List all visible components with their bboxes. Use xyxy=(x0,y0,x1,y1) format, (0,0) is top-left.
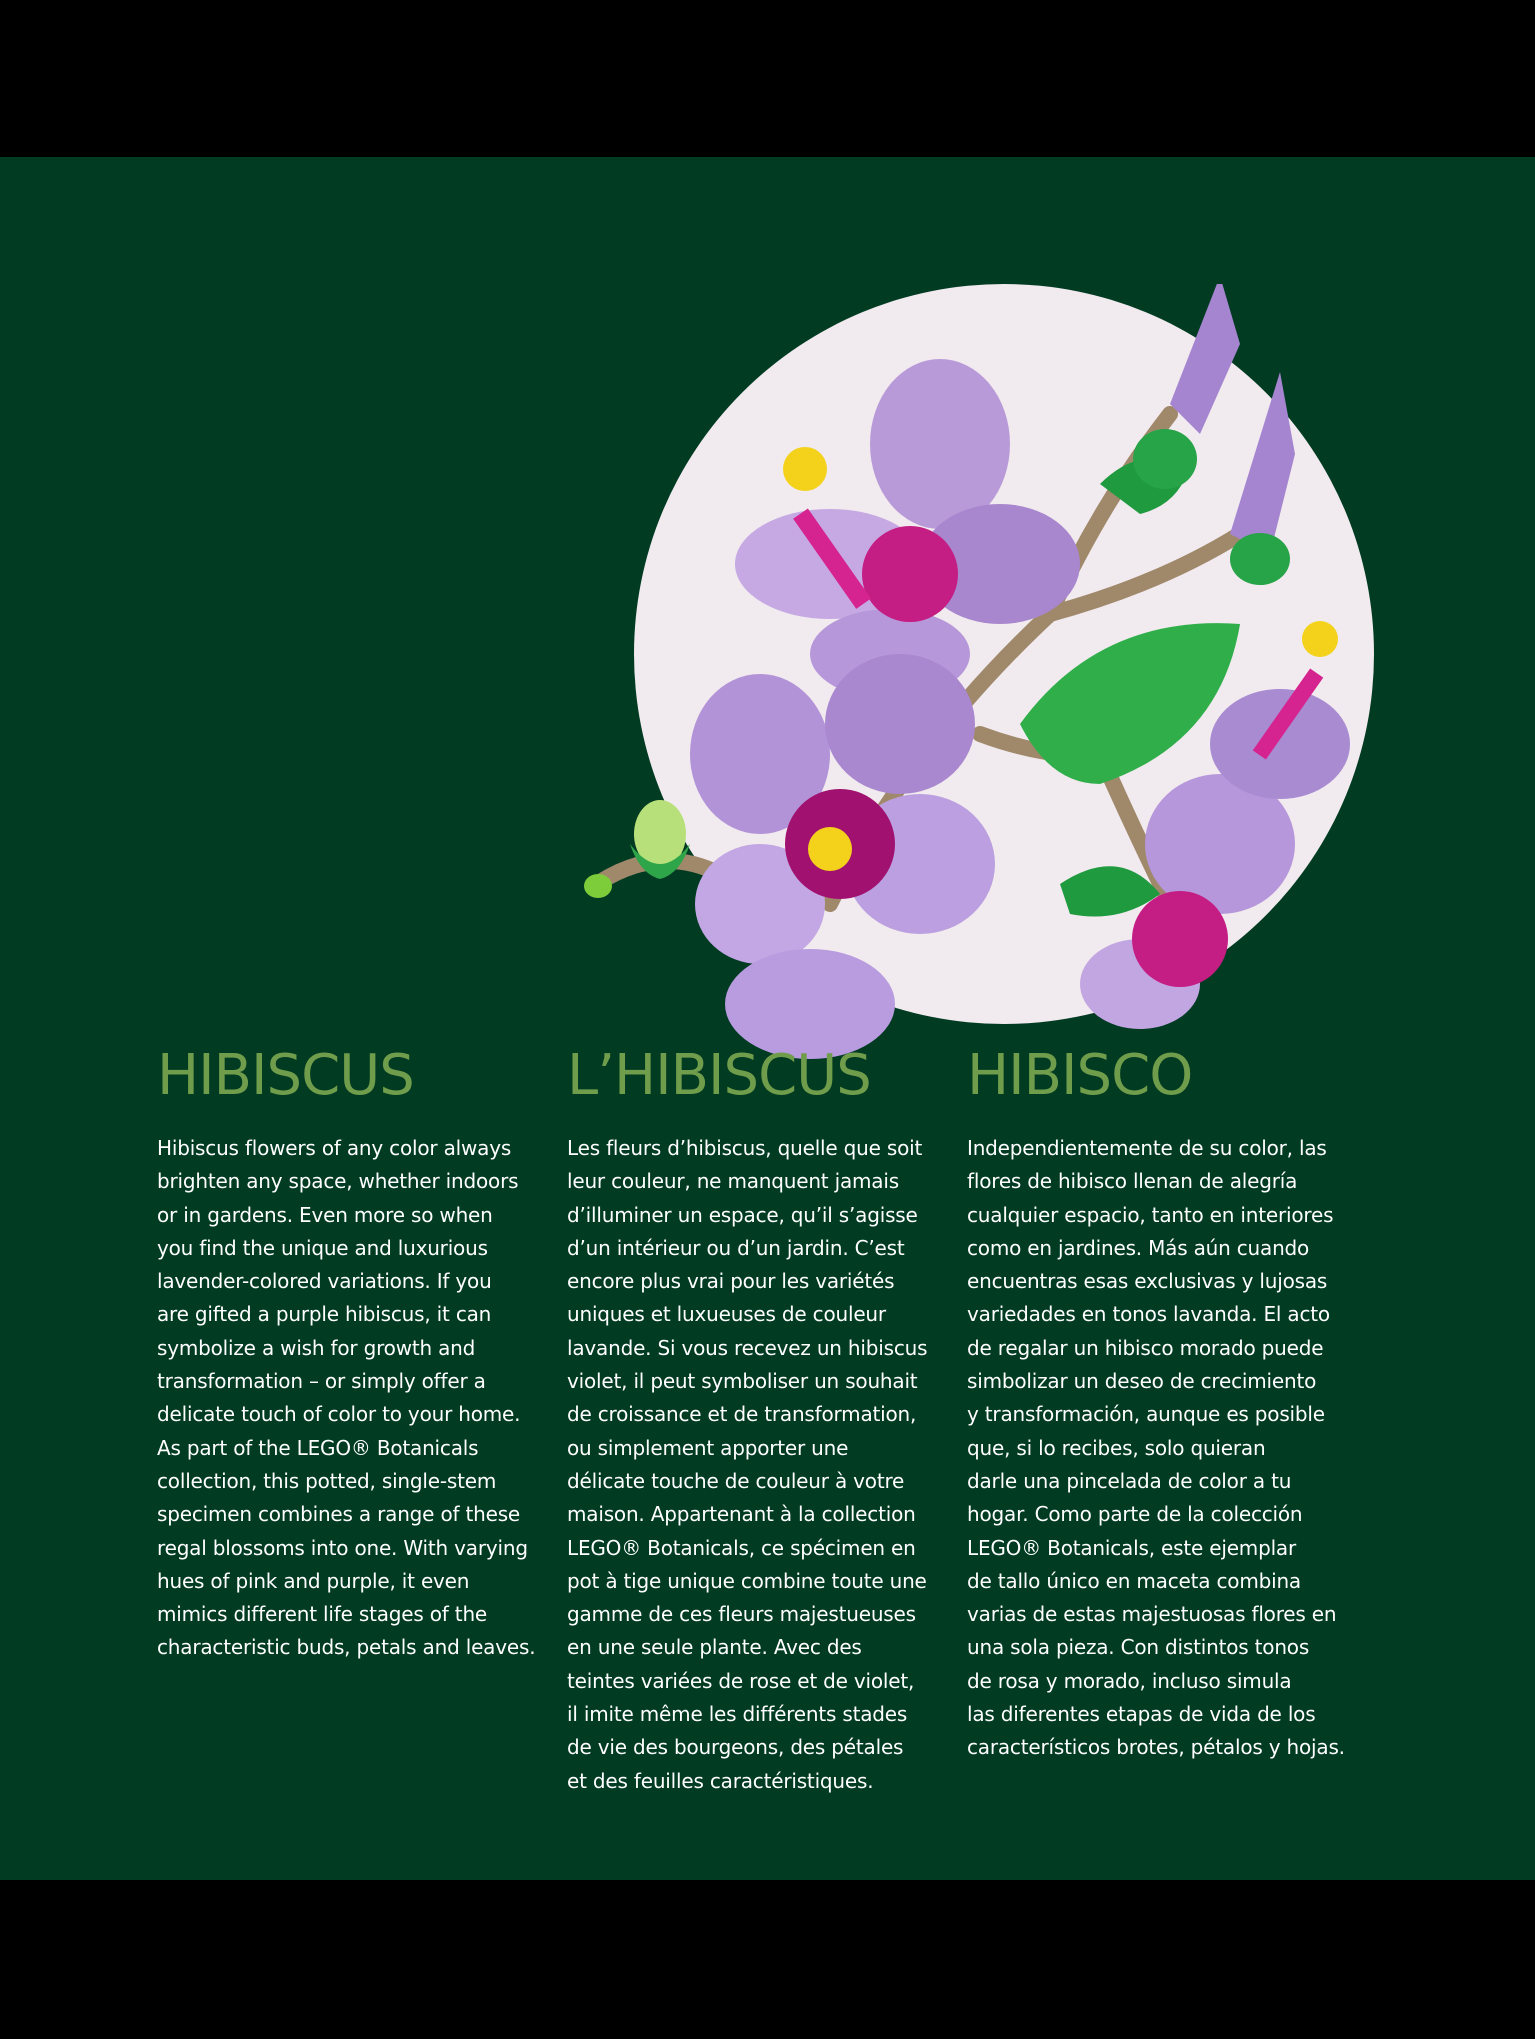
body-line: specimen combines a range of these xyxy=(157,1502,521,1527)
body-line: teintes variées de rose et de violet, xyxy=(567,1668,915,1693)
body-line: variedades en tonos lavanda. El acto xyxy=(967,1302,1330,1327)
body-line: Independientemente de su color, las xyxy=(967,1136,1327,1160)
body-line: delicate touch of color to your home. xyxy=(157,1402,521,1427)
body-line: de rosa y morado, incluso simula xyxy=(967,1668,1292,1693)
body-line: de croissance et de transformation, xyxy=(567,1402,917,1427)
body-line: d’illuminer un espace, qu’il s’agisse xyxy=(567,1202,918,1227)
body-line: encore plus vrai pour les variétés xyxy=(567,1269,895,1294)
heading-english: HIBISCUS xyxy=(157,1043,414,1108)
hibiscus-page xyxy=(0,157,1535,1880)
body-line: transformation – or simply offer a xyxy=(157,1369,486,1394)
body-line: flores de hibisco llenan de alegría xyxy=(967,1169,1298,1194)
body-line: de tallo único en maceta combina xyxy=(967,1568,1301,1593)
body-line: simbolizar un deseo de crecimiento xyxy=(967,1369,1317,1394)
body-line: LEGO® Botanicals, este ejemplar xyxy=(967,1535,1297,1560)
body-line: Les fleurs d’hibiscus, quelle que soit xyxy=(567,1136,923,1160)
body-english xyxy=(157,1132,547,1665)
body-line: encuentras esas exclusivas y lujosas xyxy=(967,1269,1328,1294)
body-line: que, si lo recibes, solo quieran xyxy=(967,1435,1266,1460)
column-english xyxy=(157,1040,547,1665)
body-line: lavender-colored variations. If you xyxy=(157,1269,492,1294)
body-line: d’un intérieur ou d’un jardin. C’est xyxy=(567,1235,905,1260)
body-line: en une seule plante. Avec des xyxy=(567,1635,862,1660)
body-line: Hibiscus flowers of any color always xyxy=(157,1136,512,1160)
body-line: una sola pieza. Con distintos tonos xyxy=(967,1635,1310,1660)
body-line: las diferentes etapas de vida de los xyxy=(967,1702,1316,1727)
body-line: or in gardens. Even more so when xyxy=(157,1202,493,1227)
body-line: et des feuilles caractéristiques. xyxy=(567,1768,874,1793)
body-line: de vie des bourgeons, des pétales xyxy=(567,1735,904,1760)
body-line: LEGO® Botanicals, ce spécimen en xyxy=(567,1535,916,1560)
body-line: pot à tige unique combine toute une xyxy=(567,1568,927,1593)
body-line: violet, il peut symboliser un souhait xyxy=(567,1369,918,1394)
heading-spanish: HIBISCO xyxy=(967,1043,1193,1108)
body-line: leur couleur, ne manquent jamais xyxy=(567,1169,899,1194)
body-line: maison. Appartenant à la collection xyxy=(567,1502,916,1527)
body-line: característicos brotes, pétalos y hojas. xyxy=(967,1735,1345,1760)
body-line: As part of the LEGO® Botanicals xyxy=(157,1435,479,1460)
body-line: hogar. Como parte de la colección xyxy=(967,1502,1303,1527)
body-line: brighten any space, whether indoors xyxy=(157,1169,519,1194)
hibiscus-photo xyxy=(580,284,1380,1064)
body-line: como en jardines. Más aún cuando xyxy=(967,1235,1310,1260)
body-line: characteristic buds, petals and leaves. xyxy=(157,1635,536,1660)
body-spanish xyxy=(967,1132,1357,1765)
body-line: hues of pink and purple, it even xyxy=(157,1568,470,1593)
body-line: délicate touche de couleur à votre xyxy=(567,1468,905,1493)
body-line: darle una pincelada de color a tu xyxy=(967,1468,1292,1493)
body-line: symbolize a wish for growth and xyxy=(157,1335,476,1360)
body-line: ou simplement apporter une xyxy=(567,1435,849,1460)
body-line: gamme de ces fleurs majestueuses xyxy=(567,1602,916,1627)
body-french xyxy=(567,1132,957,1798)
body-line: are gifted a purple hibiscus, it can xyxy=(157,1302,492,1327)
heading-french: L’HIBISCUS xyxy=(567,1043,871,1108)
body-line: y transformación, aunque es posible xyxy=(967,1402,1325,1427)
body-line: il imite même les différents stades xyxy=(567,1702,908,1727)
body-line: regal blossoms into one. With varying xyxy=(157,1535,528,1560)
hibiscus-illustration xyxy=(580,284,1380,1064)
body-line: collection, this potted, single-stem xyxy=(157,1468,497,1493)
column-french xyxy=(567,1040,957,1798)
body-line: you find the unique and luxurious xyxy=(157,1235,488,1260)
body-line: varias de estas majestuosas flores en xyxy=(967,1602,1337,1627)
body-line: lavande. Si vous recevez un hibiscus xyxy=(567,1335,928,1360)
body-line: de regalar un hibisco morado puede xyxy=(967,1335,1324,1360)
body-line: cualquier espacio, tanto en interiores xyxy=(967,1202,1334,1227)
body-line: mimics different life stages of the xyxy=(157,1602,488,1627)
column-spanish xyxy=(967,1040,1357,1765)
body-line: uniques et luxueuses de couleur xyxy=(567,1302,886,1327)
